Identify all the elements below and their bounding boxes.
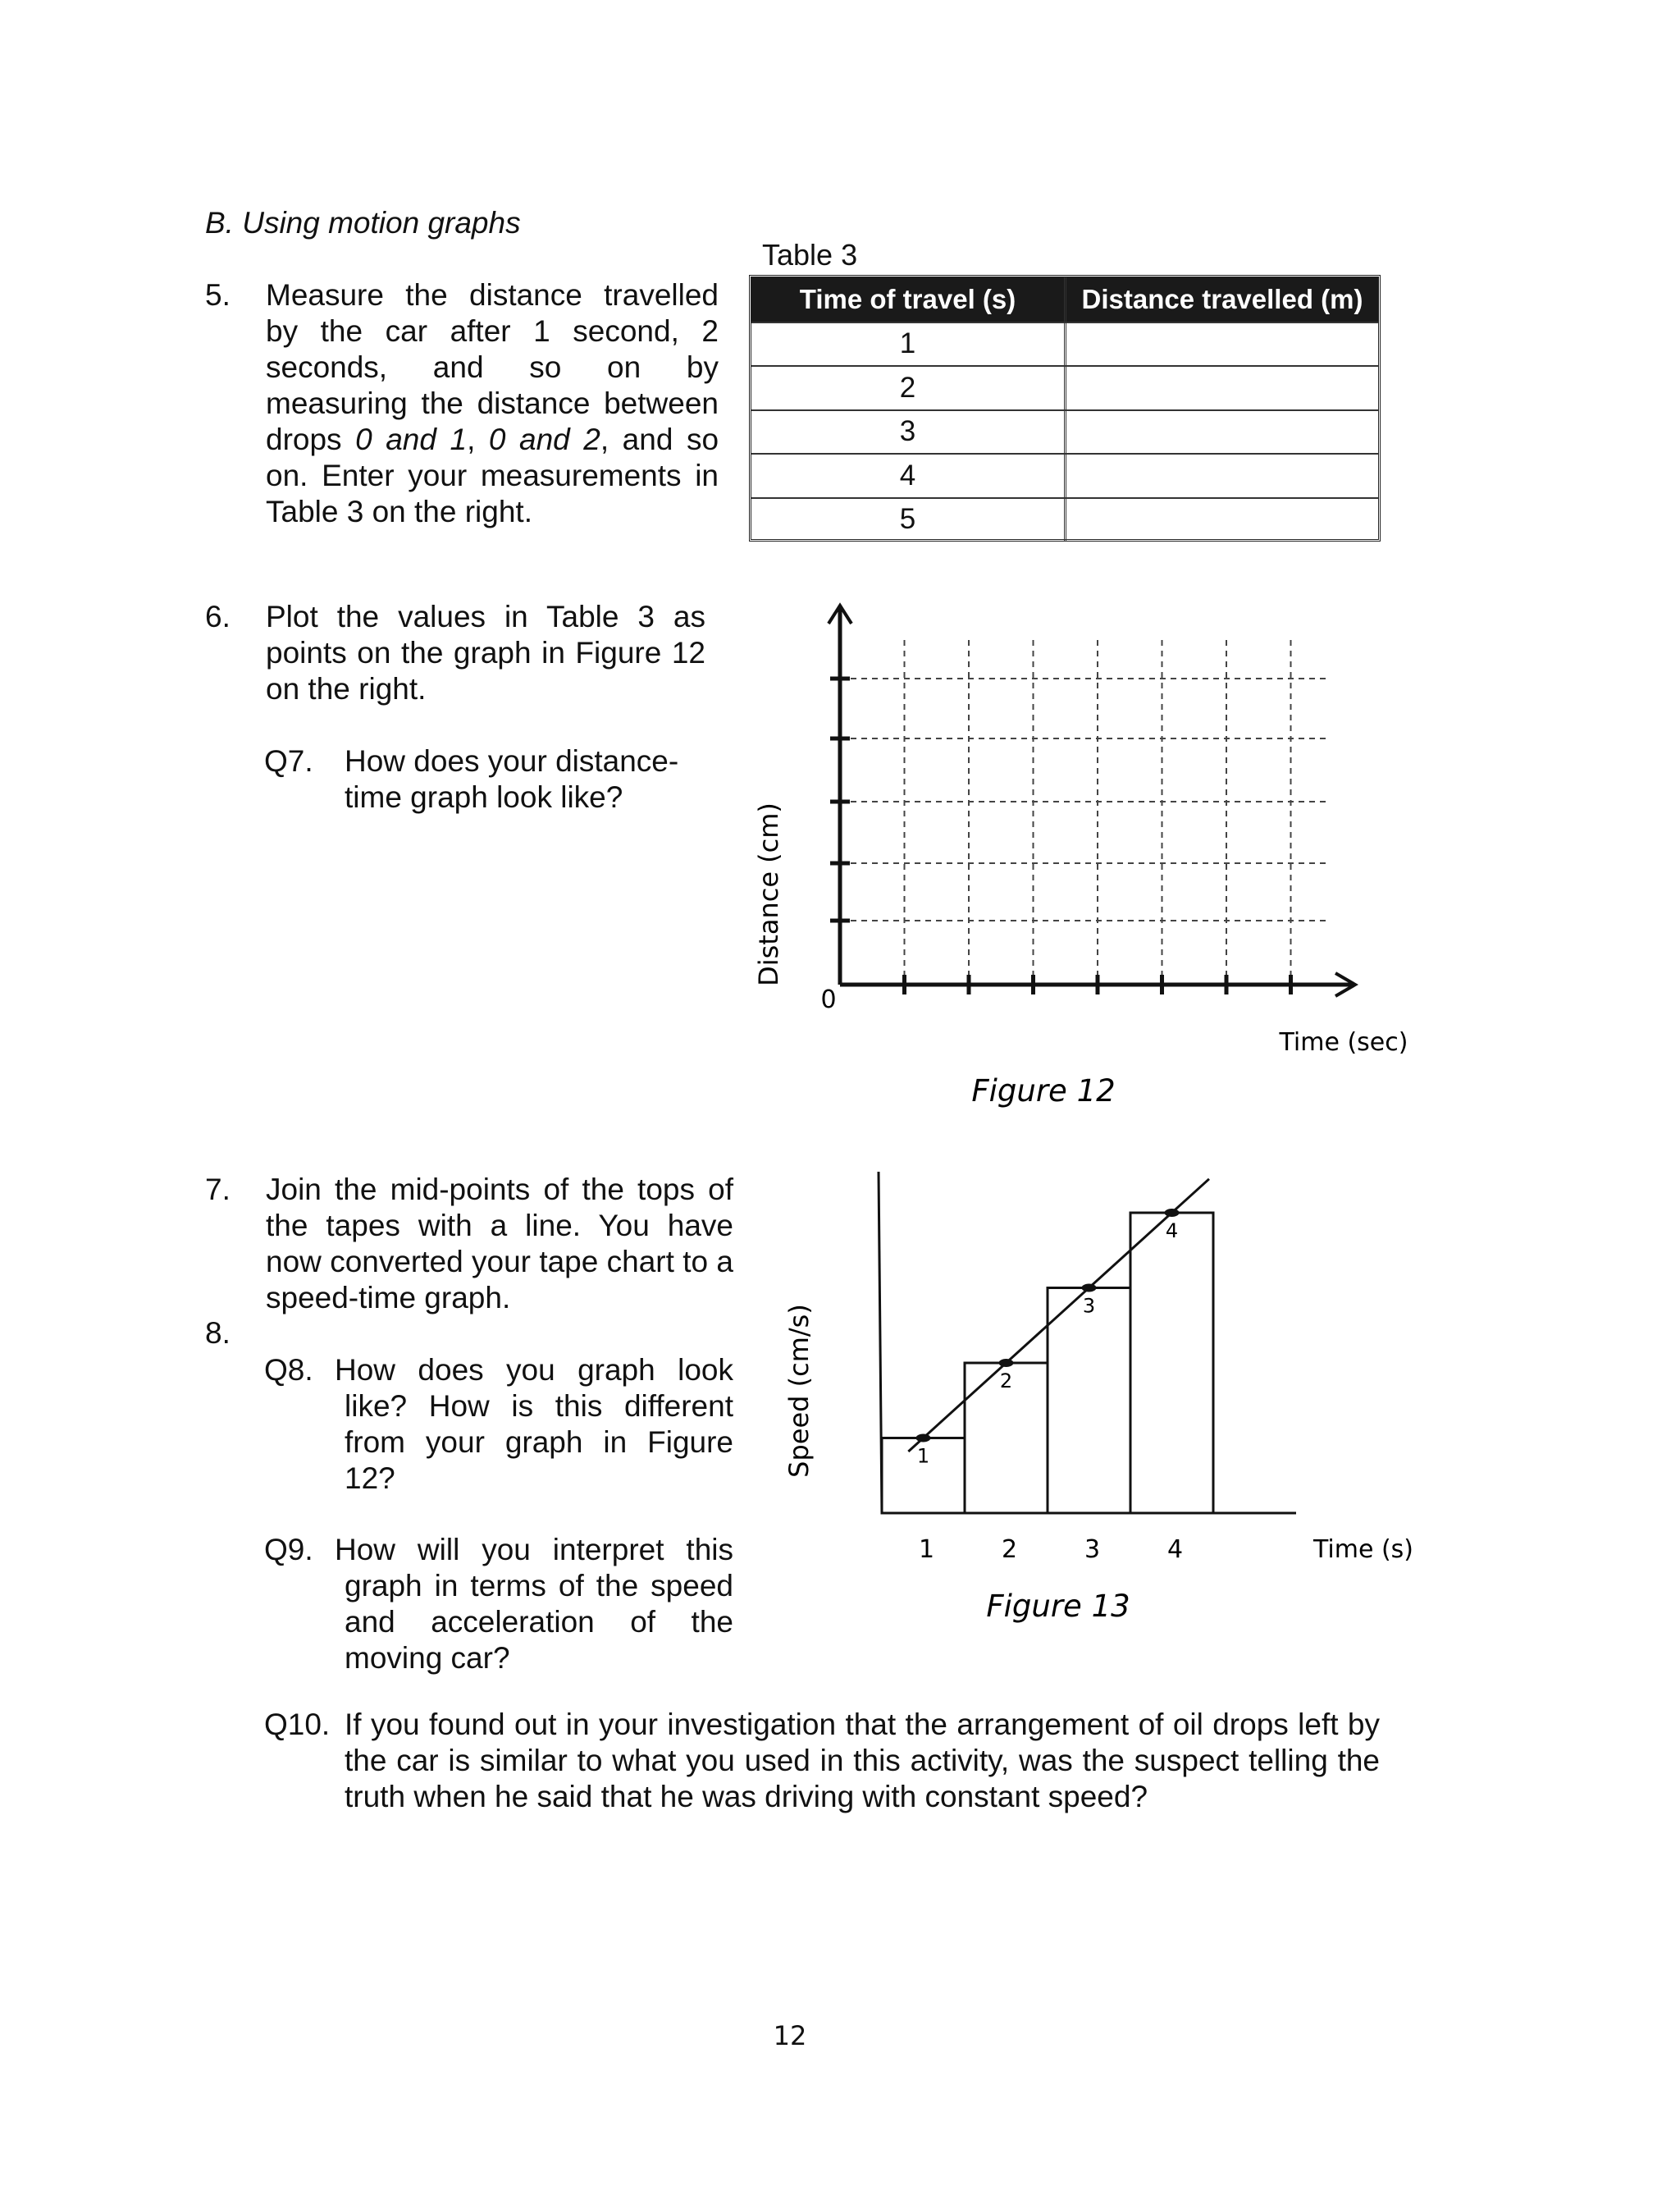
midpoint-line bbox=[908, 1179, 1209, 1452]
time-cell: 5 bbox=[751, 499, 1066, 542]
distance-cell[interactable] bbox=[1066, 367, 1378, 409]
item-7-text: Join the mid-points of the tops of the tapes with a line. You have now converted your tape chart to a speed-time graph. bbox=[266, 1173, 733, 1314]
figure-12-graph bbox=[738, 591, 1408, 1132]
bar-label: 2 bbox=[999, 1369, 1013, 1392]
bar-label: 1 bbox=[916, 1444, 930, 1468]
q8-text: How does you graph look like? How is this different from your graph in Figure 12? bbox=[335, 1353, 733, 1495]
header-distance: Distance travelled (m) bbox=[1081, 283, 1363, 314]
header-time: Time of travel (s) bbox=[751, 277, 1066, 322]
section-heading: B. Using motion graphs bbox=[205, 206, 521, 240]
figure-12-ylabel: Distance (cm) bbox=[753, 802, 784, 986]
speed-bar bbox=[1130, 1213, 1213, 1513]
distance-cell[interactable] bbox=[1066, 499, 1378, 542]
table-row bbox=[751, 322, 1378, 366]
figure-12-xlabel: Time (sec) bbox=[1279, 1028, 1408, 1057]
table-row bbox=[751, 365, 1378, 409]
bar-label: 4 bbox=[1165, 1219, 1179, 1242]
q8-number: Q8. bbox=[264, 1353, 313, 1387]
item-5-text: Measure the distance travelled by the car after 1 second, 2 seconds, and so on by measuring the distance between drops 0 and 1, 0 and 2, and so on. Enter your measurements in Table 3 on the right. bbox=[266, 278, 719, 528]
table-3-caption: Table 3 bbox=[762, 238, 858, 272]
table-row bbox=[751, 409, 1378, 454]
midpoint-dot bbox=[1165, 1209, 1180, 1217]
time-cell: 1 bbox=[751, 323, 1066, 366]
figure-12-caption: Figure 12 bbox=[971, 1073, 1116, 1109]
x-tick-label: 1 bbox=[918, 1535, 935, 1564]
item-6-text: Plot the values in Table 3 as points on the graph in Figure 12 on the right. bbox=[266, 600, 705, 706]
q10-text: If you found out in your investigation that the arrangement of oil drops left by the car is similar to what you used in this activity, was the suspect telling the truth when he said that he was driving with constant speed? bbox=[345, 1708, 1380, 1813]
figure-12-gridlines bbox=[840, 640, 1329, 985]
table-header-row bbox=[751, 277, 1378, 322]
speed-bar bbox=[1048, 1288, 1130, 1514]
q9-text: How will you interpret this graph in terms of the speed and acceleration of the moving car? bbox=[335, 1533, 733, 1675]
time-cell: 2 bbox=[751, 367, 1066, 409]
x-tick-label: 3 bbox=[1084, 1535, 1101, 1564]
distance-cell[interactable] bbox=[1066, 411, 1378, 454]
time-cell: 3 bbox=[751, 411, 1066, 454]
bar-label: 3 bbox=[1082, 1294, 1096, 1318]
midpoint-dot bbox=[1082, 1284, 1097, 1292]
item-6-number: 6. bbox=[205, 600, 231, 633]
q7-number: Q7. bbox=[264, 744, 313, 778]
item-5-number: 5. bbox=[205, 278, 231, 312]
item-8-number: 8. bbox=[205, 1316, 231, 1350]
figure-13-xlabel: Time (s) bbox=[1313, 1535, 1413, 1564]
distance-cell[interactable] bbox=[1066, 323, 1378, 366]
midpoint-dot bbox=[999, 1359, 1014, 1367]
figure-13-graph bbox=[771, 1165, 1413, 1649]
midpoint-dot bbox=[916, 1434, 931, 1442]
q9-number: Q9. bbox=[264, 1533, 313, 1566]
table-3 bbox=[749, 275, 1381, 542]
origin-label: 0 bbox=[820, 985, 837, 1014]
page-number: 12 bbox=[773, 2020, 807, 2051]
figure-13-caption: Figure 13 bbox=[986, 1589, 1130, 1624]
table-row bbox=[751, 453, 1378, 497]
q10-number: Q10. bbox=[264, 1708, 331, 1741]
time-cell: 4 bbox=[751, 455, 1066, 497]
table-row bbox=[751, 497, 1378, 542]
x-tick-label: 4 bbox=[1166, 1535, 1184, 1564]
figure-13-ylabel: Speed (cm/s) bbox=[783, 1304, 815, 1478]
figure-13-axes bbox=[879, 1172, 1296, 1513]
item-7-number: 7. bbox=[205, 1173, 231, 1206]
q7-text: How does your distance-time graph look like? bbox=[345, 744, 679, 814]
distance-cell[interactable] bbox=[1066, 455, 1378, 497]
x-tick-label: 2 bbox=[1001, 1535, 1018, 1564]
